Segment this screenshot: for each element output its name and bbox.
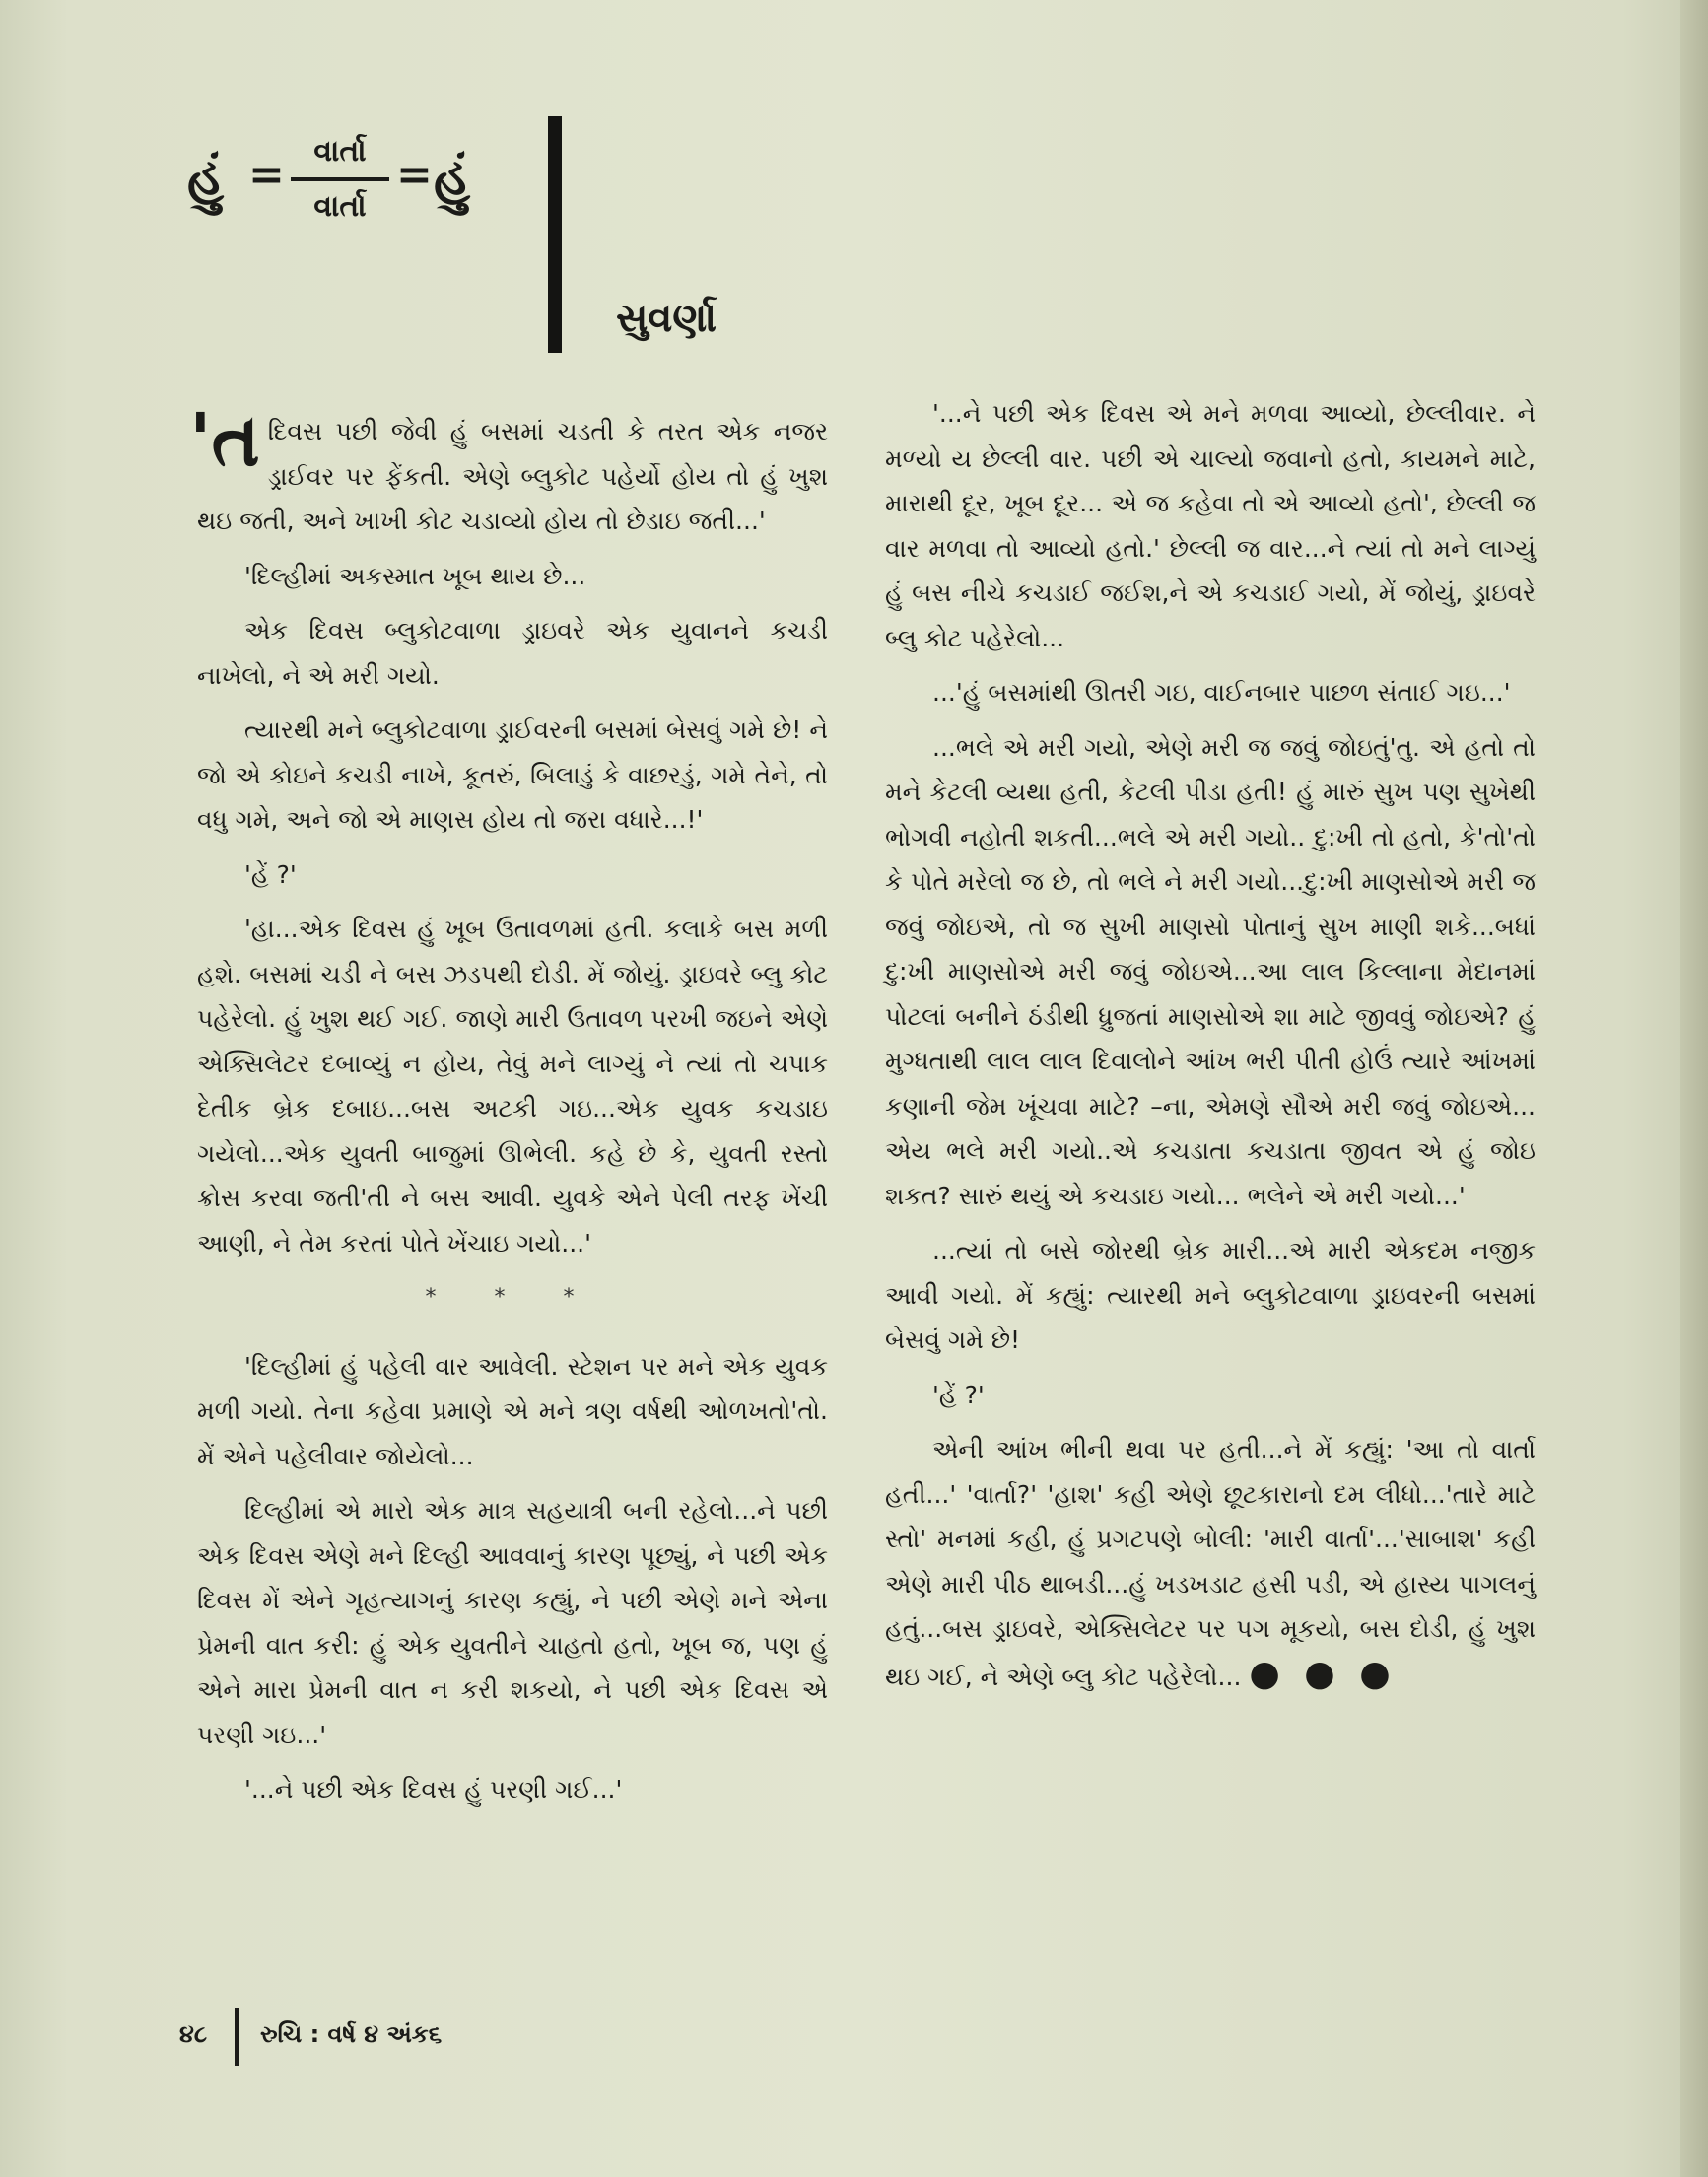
paragraph-text: દિવસ પછી જેવી હું બસમાં ચડતી કે તરત એક નજર ડ્રાઈવર પર ફેંકતી. એણે બ્લુકોટ પહેર્યો હોય તો હું ખુશ થઇ જતી, અને ખાખી કોટ ચડાવ્યો હોય તો છેડાઇ જતી...' [197, 417, 828, 535]
paragraph: ત્યારથી મને બ્લુકોટવાળા ડ્રાઈવરની બસમાં બેસવું ગમે છે! ને જો એ કોઇને કચડી નાખે, કૂતરું, બિલાડું કે વાછરડું, ગમે તેને, તો વધુ ગમે, અને જો એ માણસ હોય તો જરા વધારે...!' [197, 715, 828, 834]
title-fraction-bottom: વાર્તા [313, 189, 367, 224]
drop-cap: 'ત [189, 398, 260, 483]
paragraph [885, 1427, 1536, 1699]
title-equals-right: = [396, 150, 433, 200]
paragraph: ...ત્યાં તો બસે જોરથી બ્રેક મારી...એ મારી એકદમ નજીક આવી ગયો. મેં કહ્યું: ત્યારથી મને બ્લુકોટવાળા ડ્રાઇવરની બસમાં બેસવું ગમે છે! [885, 1236, 1536, 1354]
paragraph: ...'હું બસમાંથી ઊતરી ગઇ, વાઈનબાર પાછળ સંતાઈ ગઇ...' [932, 678, 1511, 707]
paragraph: 'હેં ?' [932, 1380, 985, 1409]
page-number: ૪૮ [179, 2020, 208, 2048]
title-hu-left: હું [187, 148, 224, 207]
paragraph [189, 398, 828, 544]
story-title [187, 128, 512, 237]
title-equals-left: = [248, 150, 285, 200]
paragraph: એક દિવસ બ્લુકોટવાળા ડ્રાઇવરે એક યુવાનને કચડી નાખેલો, ને એ મરી ગયો. [197, 616, 828, 690]
paragraph: 'હા...એક દિવસ હું ખૂબ ઉતાવળમાં હતી. કલાકે બસ મળી હશે. બસમાં ચડી ને બસ ઝડપથી દોડી. મેં જોયું. ડ્રાઇવરે બ્લુ કોટ પહેરેલો. હું ખુશ થઈ ગઈ. જાણે મારી ઉતાવળ પરખી જઇને એણે એક્સિલેટર દબાવ્યું ન હોય, તેવું મને લાગ્યું ને ત્યાં તો ચપાક દેતીક બ્રેક દબાઇ...બસ અટકી ગઇ...એક યુવક કચડાઇ ગયેલો...એક યુવતી બાજુમાં ઊભેલી. કહે છે કે, યુવતી રસ્તો ક્રોસ કરવા જતી'તી ને બસ આવી. યુવકે એને પેલી તરફ ખેંચી આણી, ને તેમ કરતાં પોતે ખેંચાઇ ગયો...' [197, 915, 828, 1258]
right-column [885, 391, 1536, 1709]
publication-info: રુચિ : વર્ષ ૪ અંક૬ [260, 2020, 443, 2048]
title-vertical-rule [548, 116, 562, 353]
paragraph: 'હેં ?' [244, 859, 297, 889]
section-separator: * * * [425, 1285, 600, 1310]
paragraph: 'દિલ્હીમાં અકસ્માત ખૂબ થાય છે... [244, 561, 586, 590]
end-mark: ● ● ● [1249, 1653, 1397, 1694]
author-name: સુવર્ણા [616, 296, 717, 341]
title-hu-right: હું [434, 148, 470, 207]
fraction-bar [291, 177, 389, 181]
paragraph: '...ને પછી એક દિવસ એ મને મળવા આવ્યો, છેલ્લીવાર. ને મળ્યો ય છેલ્લી વાર. પછી એ ચાલ્યો જવાનો હતો, કાયમને માટે, મારાથી દૂર, ખૂબ દૂર... એ જ કહેવા તો એ આવ્યો હતો', છેલ્લી જ વાર મળવા તો આવ્યો હતો.' છેલ્લી જ વાર...ને ત્યાં તો મને લાગ્યું હું બસ નીચે કચડાઈ જઈશ,ને એ કચડાઈ ગયો, મેં જોયું, ડ્રાઇવરે બ્લુ કોટ પહેરેલો... [885, 399, 1536, 652]
paragraph: ...ભલે એ મરી ગયો, એણે મરી જ જવું જોઇતું'તુ. એ હતો તો મને કેટલી વ્યથા હતી, કેટલી પીડા હતી! હું મારું સુખ પણ સુખેથી ભોગવી નહોતી શકતી...ભલે એ મરી ગયો.. દુ:ખી તો હતો, કે'તો'તો કે પોતે મરેલો જ છે, તો ભલે ને મરી ગયો...દુ:ખી માણસોએ મરી જ જવું જોઇએ, તો જ સુખી માણસો પોતાનું સુખ માણી શકે...બધાં દુ:ખી માણસોએ મરી જવું જોઇએ...આ લાલ કિલ્લાના મેદાનમાં પોટલાં બનીને ઠંડીથી ધ્રુજતાં માણસોએ શા માટે જીવવું જોઇએ? હું મુગ્ધતાથી લાલ લાલ દિવાલોને આંખ ભરી પીતી હોઉં ત્યારે આંખમાં કણાની જેમ ખૂંચવા માટે? –ના, એમણે સૌએ મરી જવું જોઇએ... એય ભલે મરી ગયો..એ કચડાતા કચડાતા જીવત એ હું જોઇ શકત? સારું થયું એ કચડાઇ ગયો... ભલેને એ મરી ગયો...' [885, 732, 1536, 1210]
paragraph: દિલ્હીમાં એ મારો એક માત્ર સહયાત્રી બની રહેલો...ને પછી એક દિવસ એણે મને દિલ્હી આવવાનું કારણ પૂછ્યું, ને પછી એક દિવસ મેં એને ગૃહત્યાગનું કારણ કહ્યું, ને પછી એણે મને એના પ્રેમની વાત કરી: હું એક યુવતીને ચાહતો હતો, ખૂબ જ, પણ હું એને મારા પ્રેમની વાત ન કરી શકયો, ને પછી એક દિવસ એ પરણી ગઇ...' [197, 1496, 828, 1749]
page-edge-shadow [1680, 0, 1708, 2177]
left-column [189, 398, 828, 1822]
title-fraction-top: વાર્તા [313, 134, 367, 169]
paragraph: 'દિલ્હીમાં હું પહેલી વાર આવેલી. સ્ટેશન પર મને એક યુવક મળી ગયો. તેના કહેવા પ્રમાણે એ મને ત્રણ વર્ષથી ઓળખતો'તો. મેં એને પહેલીવાર જોયેલો... [197, 1351, 828, 1470]
paragraph-text: એની આંખ ભીની થવા પર હતી...ને મેં કહ્યું: 'આ તો વાર્તા હતી...' 'વાર્તા?' 'હાશ' કહી એણે છૂટકારાનો દમ લીધો...'તારે માટે સ્તો' મનમાં કહી, હું પ્રગટપણે બોલી: 'મારી વાર્તા'...'સાબાશ' કહી એણે મારી પીઠ થાબડી...હું ખડખડાટ હસી પડી, એ હાસ્ય પાગલનું હતું...બસ ડ્રાઇવરે, એક્સિલેટર પર પગ મૂકયો, બસ દોડી, હું ખુશ થઇ ગઈ, ને એણે બ્લુ કોટ પહેરેલો... [885, 1435, 1536, 1691]
paragraph: '...ને પછી એક દિવસ હું પરણી ગઈ...' [244, 1775, 623, 1803]
title-fraction [291, 128, 389, 231]
footer-divider [235, 2008, 239, 2066]
